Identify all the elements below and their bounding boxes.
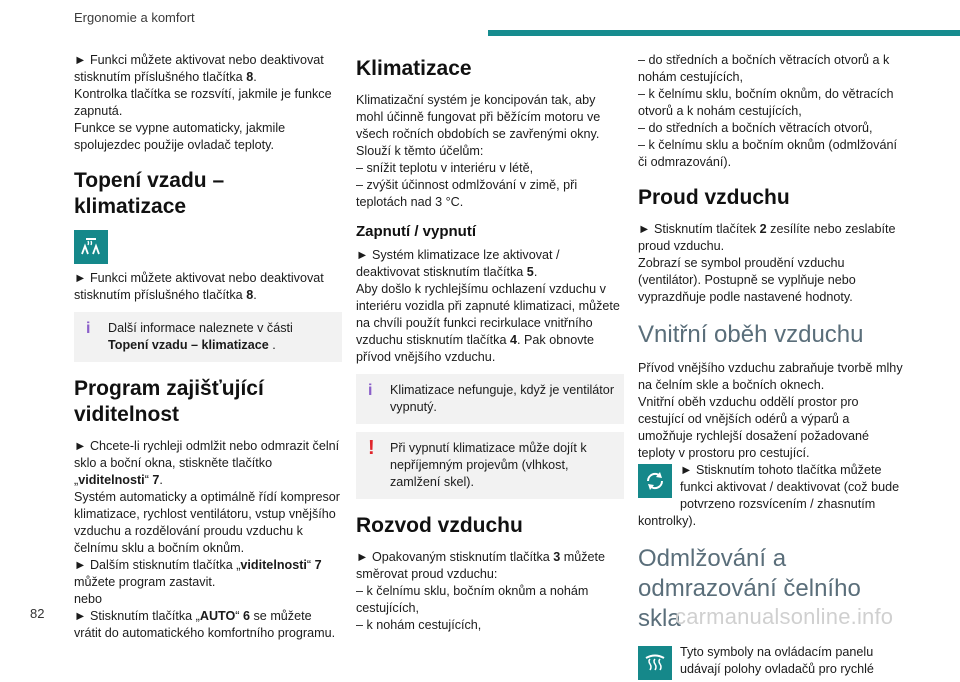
paragraph: ► Dalším stisknutím tlačítka „viditelnosti“ 7 můžete program zastavit.: [74, 558, 322, 589]
heading-defrost: Odmlžování a odmrazování čelního skla: [638, 545, 861, 632]
column-3: [638, 52, 906, 682]
info-box: i Klimatizace nefunguje, když je ventilátor vypnutý.: [356, 374, 624, 424]
recirculation-icon: [638, 464, 672, 498]
rear-climate-icon: [74, 230, 108, 264]
heading-air-recirculation: Vnitřní oběh vzduchu: [638, 321, 864, 348]
heading-rear-heating: Topení vzadu – klimatizace: [74, 169, 225, 218]
paragraph: – snížit teplotu v interiéru v létě,: [356, 161, 534, 175]
paragraph: ► Funkci můžete aktivovat nebo deaktivovat stisknutím příslušného tlačítka 8.: [74, 53, 324, 84]
paragraph: Vnitřní oběh vzduchu oddělí prostor pro cestující od vnějších odérů a výparů a umožňuje rychlejší dosažení požadované teploty v prostoru pro cestující.: [638, 395, 870, 460]
paragraph: ► Stisknutím tlačítka „AUTO“ 6 se můžete vrátit do automatického komfortního programu.: [74, 609, 336, 640]
heading-on-off: Zapnutí / vypnutí: [356, 223, 476, 240]
paragraph: Zobrazí se symbol proudění vzduchu (ventilátor). Postupně se vyplňuje nebo vyprazdňuje podle nastavené hodnoty.: [638, 256, 856, 304]
heading-air-flow: Proud vzduchu: [638, 186, 790, 209]
heading-air-distribution: Rozvod vzduchu: [356, 514, 523, 537]
heading-visibility-program: Program zajišťující viditelnost: [74, 377, 264, 426]
info-box: i Další informace naleznete v části Topení vzadu – klimatizace .: [74, 312, 342, 362]
warning-box: ! Při vypnutí klimatizace může dojít k nepříjemným projevům (vlhkost, zamlžení skel).: [356, 432, 624, 499]
paragraph-with-icon: ► Stisknutím tohoto tlačítka můžete funkci aktivovat / deaktivovat (což bude potvrzeno rozsvícením / zhasnutím kontrolky).: [638, 463, 900, 528]
paragraph-with-icon: Tyto symboly na ovládacím panelu udávají polohy ovladačů pro rychlé: [638, 644, 906, 678]
windscreen-defrost-icon: [638, 646, 672, 680]
paragraph: – do středních a bočních větracích otvorů a k nohám cestujících,: [638, 53, 890, 84]
paragraph: Kontrolka tlačítka se rozsvítí, jakmile je funkce zapnutá.: [74, 87, 332, 118]
warning-icon: !: [368, 437, 375, 459]
paragraph: Systém automaticky a optimálně řídí kompresor klimatizace, rychlost ventilátoru, vstup vnějšího vzduchu a rozdělování proudu vzduchu k čelnímu sklu a bočním oknům.: [74, 490, 340, 555]
paragraph: – zvýšit účinnost odmlžování v zimě, při teplotách nad 3 °C.: [356, 178, 578, 209]
paragraph: Klimatizační systém je koncipován tak, aby mohl účinně fungovat při běžícím motoru ve všech ročních obdobích se zavřenými okny.: [356, 93, 601, 141]
info-icon: i: [86, 320, 91, 337]
header-accent-bar: [488, 30, 960, 36]
paragraph: Přívod vnějšího vzduchu zabraňuje tvorbě mlhy na čelním skle a bočních oknech.: [638, 361, 903, 392]
paragraph: Slouží k těmto účelům:: [356, 144, 484, 158]
paragraph: – do středních a bočních větracích otvorů,: [638, 121, 873, 135]
info-icon: i: [368, 382, 373, 399]
paragraph: ► Chcete-li rychleji odmlžit nebo odmrazit čelní sklo a boční okna, stiskněte tlačítko „viditelnosti“ 7.: [74, 439, 340, 487]
page-number: 82: [30, 606, 45, 621]
paragraph: ► Systém klimatizace lze aktivovat / deaktivovat stisknutím tlačítka 5.: [356, 248, 560, 279]
heading-air-conditioning: Klimatizace: [356, 57, 472, 80]
paragraph: Funkce se vypne automaticky, jakmile spolujezdec použije ovladač teploty.: [74, 121, 286, 152]
watermark: carmanualsonline.info: [675, 604, 894, 629]
paragraph: nebo: [74, 592, 103, 606]
column-1: [74, 52, 342, 642]
paragraph: Aby došlo k rychlejšímu ochlazení vzduchu v interiéru vozidla při zapnuté klimatizaci, můžete na chvíli použít funkci recirkulace vnitřního vzduchu stisknutím tlačítka 4. Pak obnovte přívod vnějšího vzduchu.: [356, 282, 620, 364]
header-section-title: Ergonomie a komfort: [74, 10, 195, 25]
column-2: [356, 52, 624, 634]
paragraph: – k čelnímu sklu, bočním oknům, do větracích otvorů a k nohám cestujících,: [638, 87, 894, 118]
paragraph: ► Stisknutím tlačítek 2 zesílíte nebo zeslabíte proud vzduchu.: [638, 222, 896, 253]
paragraph: ► Funkci můžete aktivovat nebo deaktivovat stisknutím příslušného tlačítka 8.: [74, 271, 324, 302]
paragraph: ► Opakovaným stisknutím tlačítka 3 můžete směrovat proud vzduchu:: [356, 550, 606, 581]
paragraph: – k čelnímu sklu, bočním oknům a nohám cestujících,: [356, 584, 589, 615]
paragraph: – k nohám cestujících,: [356, 618, 482, 632]
paragraph: – k čelnímu sklu a bočním oknům (odmlžování či odmrazování).: [638, 138, 897, 169]
